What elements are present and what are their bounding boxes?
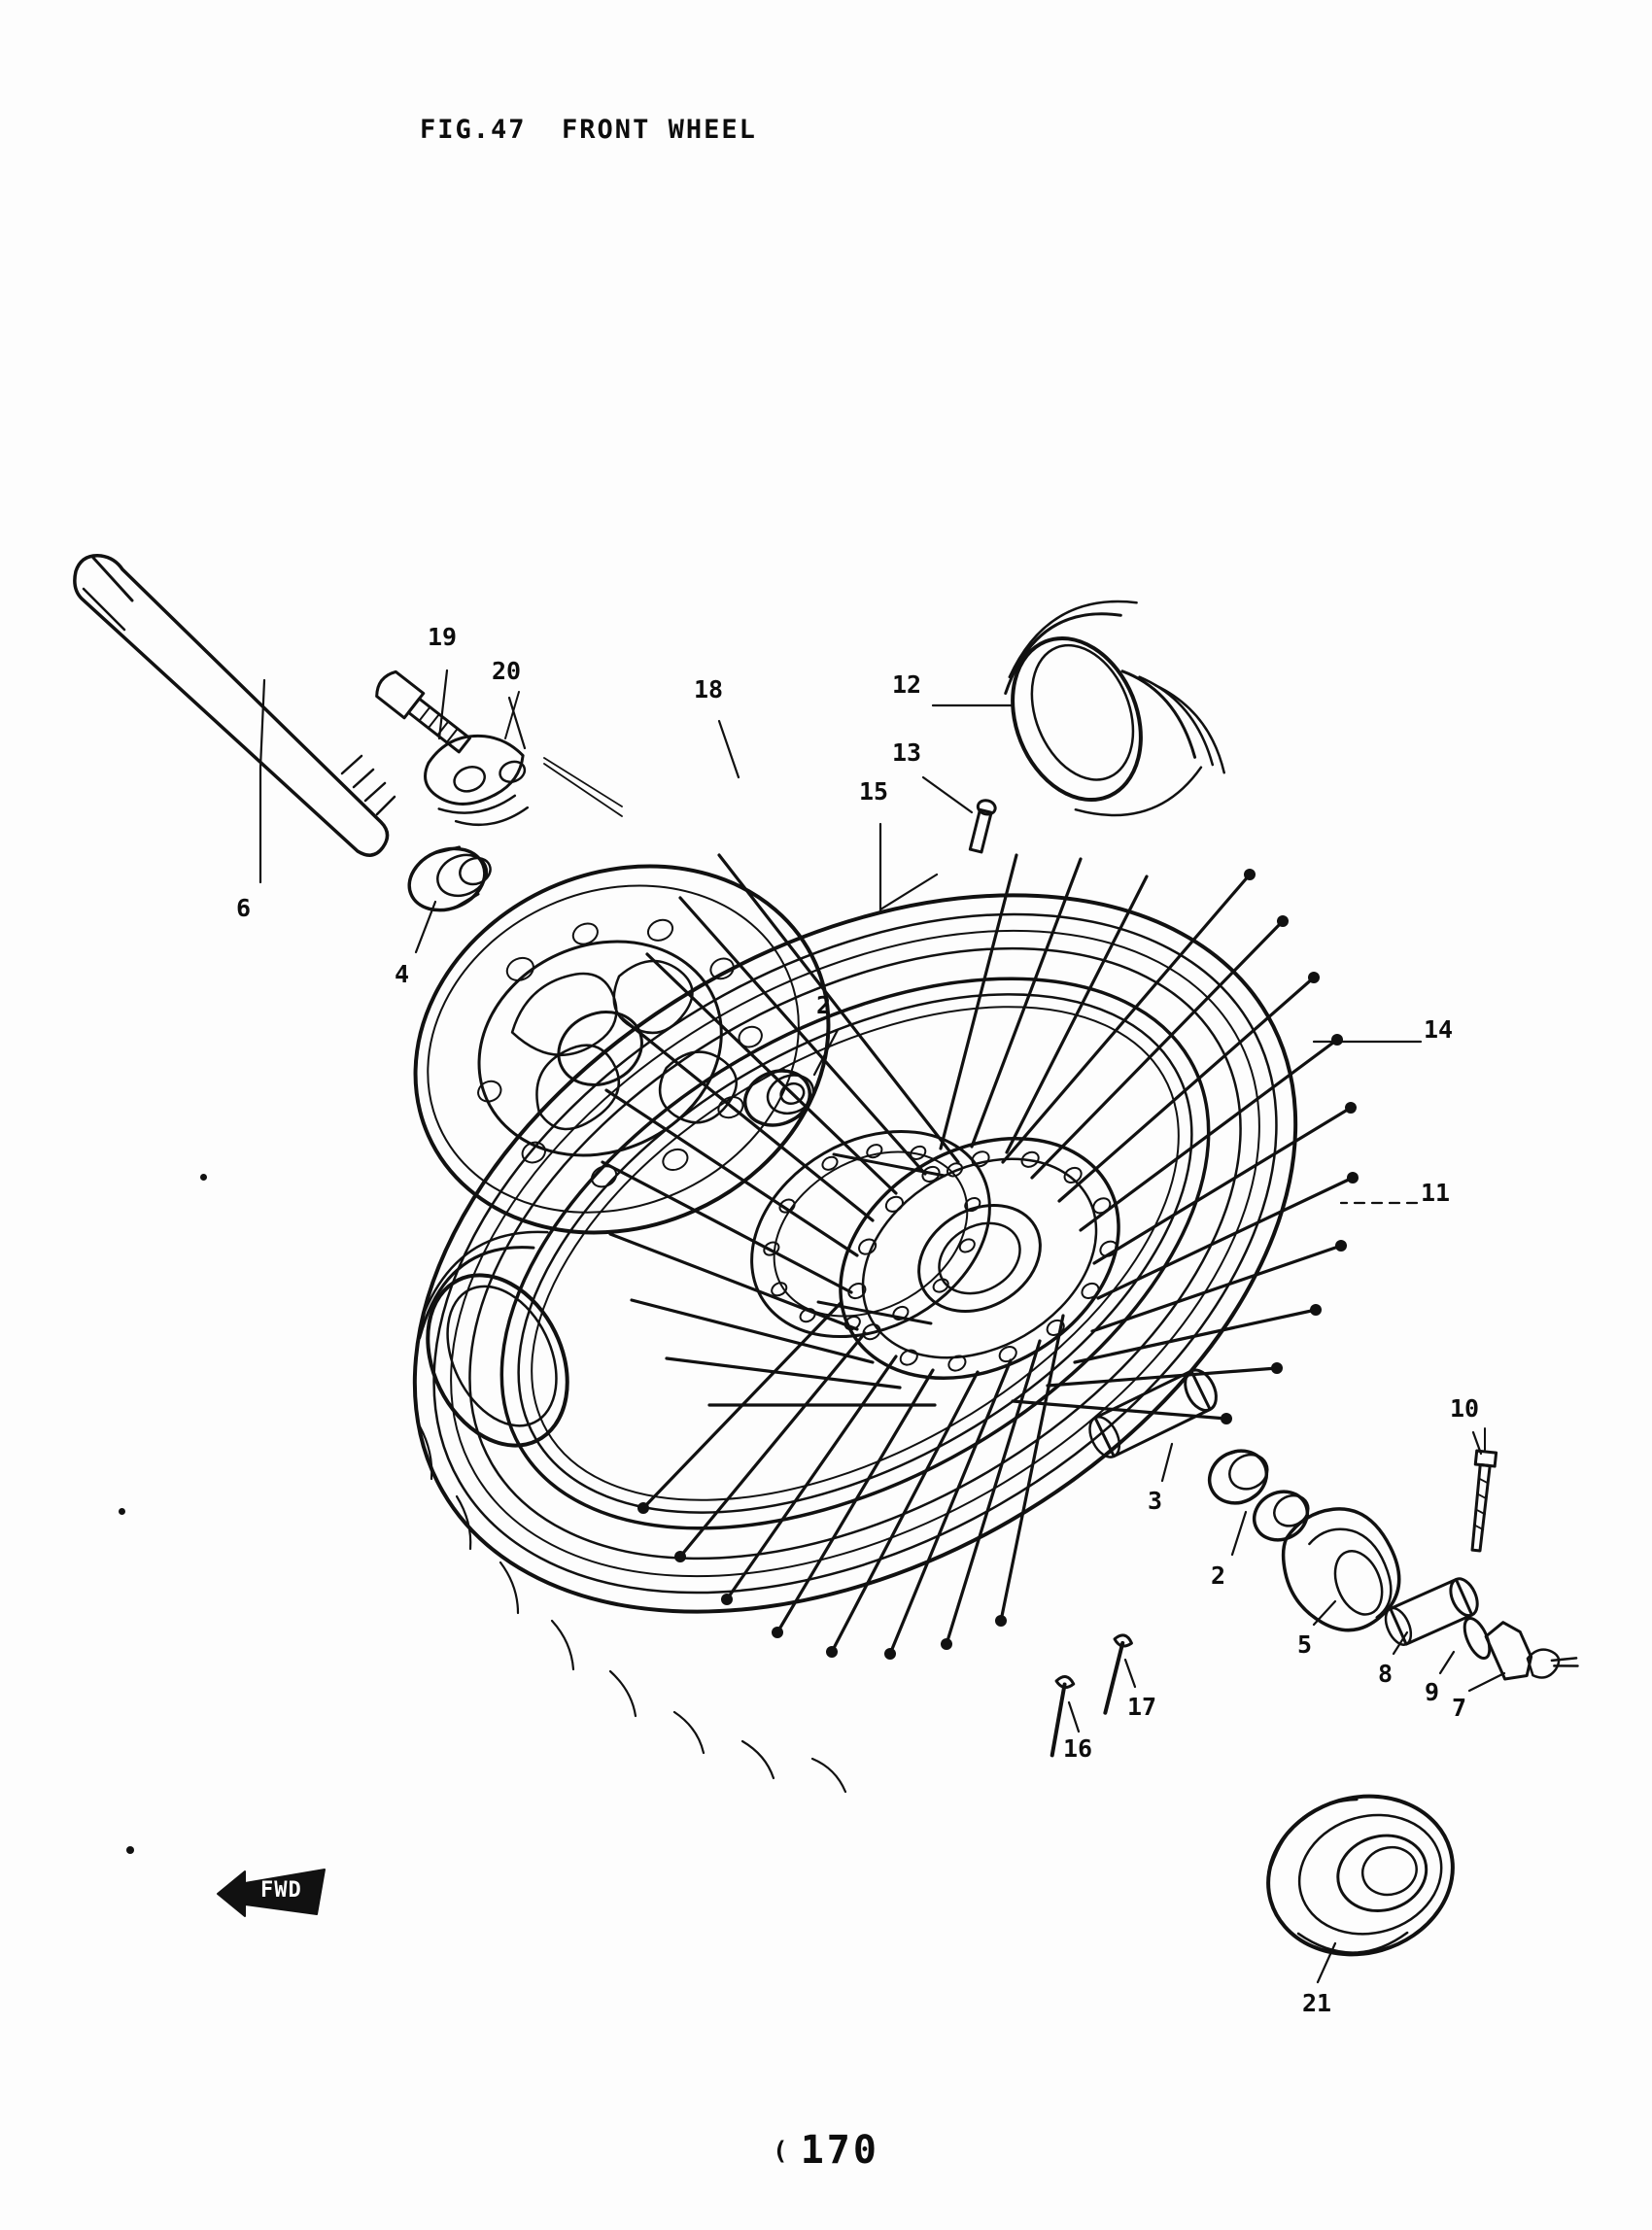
figure-title: FIG.47 FRONT WHEEL <box>420 115 757 145</box>
callout-6: 6 <box>236 894 252 922</box>
page-number-value: 170 <box>800 2128 879 2173</box>
callout-10: 10 <box>1450 1394 1480 1423</box>
callout-19: 19 <box>428 623 458 651</box>
page-number-prefix: ( <box>773 2137 791 2166</box>
page-number <box>0 2128 1652 2173</box>
callout-2-right: 2 <box>1211 1561 1226 1590</box>
callout-7: 7 <box>1452 1694 1467 1722</box>
callout-17: 17 <box>1127 1693 1157 1721</box>
dust-speck <box>200 1174 207 1181</box>
callout-20: 20 <box>492 657 522 685</box>
callout-13: 13 <box>892 738 922 767</box>
callout-8: 8 <box>1378 1660 1394 1688</box>
callout-9: 9 <box>1425 1678 1440 1706</box>
callout-15: 15 <box>859 777 889 806</box>
fwd-label: FWD <box>260 1878 302 1903</box>
callout-5: 5 <box>1297 1630 1313 1659</box>
callout-14: 14 <box>1424 1015 1454 1044</box>
callout-12: 12 <box>892 670 922 699</box>
dust-speck <box>119 1508 125 1515</box>
callout-16: 16 <box>1063 1734 1093 1763</box>
callout-4: 4 <box>395 960 410 988</box>
callout-21: 21 <box>1302 1989 1332 2017</box>
dust-speck <box>126 1846 134 1854</box>
callout-11: 11 <box>1421 1179 1451 1207</box>
callout-3: 3 <box>1148 1487 1163 1515</box>
callout-18: 18 <box>694 675 724 703</box>
callout-2-left: 2 <box>816 991 832 1019</box>
